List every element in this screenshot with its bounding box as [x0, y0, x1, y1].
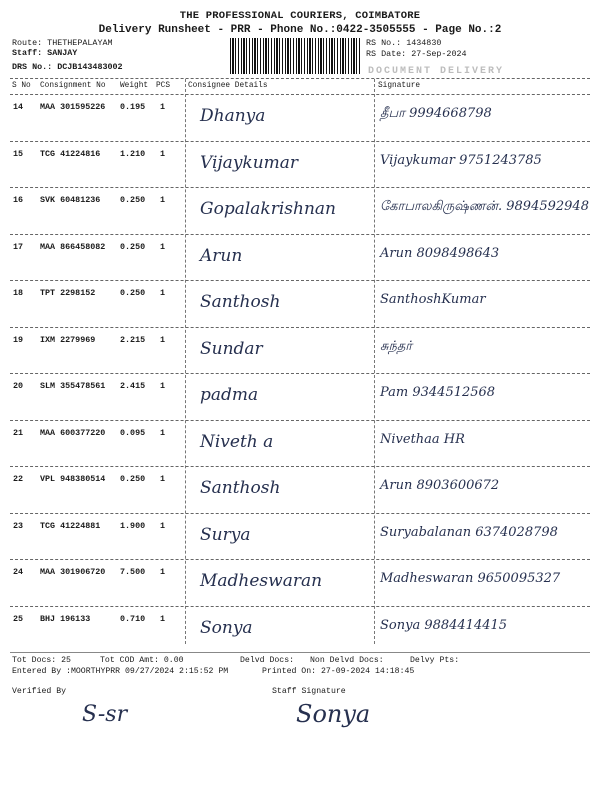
row-divider — [10, 234, 590, 235]
row-sno: 16 — [13, 195, 24, 205]
row-divider — [10, 187, 590, 188]
row-sno: 23 — [13, 520, 24, 531]
row-consignment-no: MAA 301595226 — [40, 102, 106, 112]
row-divider — [10, 606, 590, 607]
row-consignee-name: padma — [200, 385, 259, 405]
row-consignee-name: Surya — [200, 524, 251, 545]
row-weight: 2.415 — [120, 381, 146, 391]
row-consignment-no: BHJ 196133 — [40, 613, 91, 624]
row-consignment-no: MAA 600377220 — [40, 427, 106, 438]
row-sno: 25 — [13, 613, 24, 624]
non-delivered-docs: Non Delvd Docs: — [310, 656, 384, 665]
rs-number: RS No.: 1434830 — [366, 38, 442, 48]
row-divider — [10, 559, 590, 560]
row-weight: 0.250 — [120, 195, 146, 205]
row-signature: Arun 8098498643 — [380, 245, 500, 261]
row-consignment-no: MAA 866458082 — [40, 241, 106, 252]
col-header-sno: S No — [12, 82, 31, 90]
verifier-signature: S-sr — [82, 702, 128, 727]
row-consignee-name: Arun — [200, 245, 243, 266]
row-sno: 14 — [13, 102, 24, 112]
table-top-rule — [10, 78, 590, 79]
row-consignee-name: Sundar — [200, 338, 263, 359]
col-header-consignment: Consignment No — [40, 82, 106, 90]
row-consignee-name: Vijaykumar — [200, 152, 299, 173]
row-pcs: 1 — [160, 102, 166, 112]
row-weight: 0.250 — [120, 241, 146, 252]
row-consignee-name: Santhosh — [200, 292, 281, 312]
staff-signature: Sonya — [296, 700, 371, 728]
row-pcs: 1 — [160, 567, 166, 577]
staff-signature-label: Staff Signature — [272, 687, 346, 696]
row-divider — [10, 280, 590, 281]
row-signature: Pam 9344512568 — [380, 385, 496, 400]
printed-on: Printed On: 27-09-2024 14:18:45 — [262, 667, 415, 676]
row-weight: 1.210 — [120, 148, 146, 159]
row-divider — [10, 141, 590, 142]
row-weight: 0.710 — [120, 613, 146, 624]
row-consignee-name: Santhosh — [200, 478, 281, 498]
col-header-pcs: PCS — [156, 82, 171, 90]
route-label: Route: THETHEPALAYAM — [12, 38, 113, 48]
row-signature: கோபாலகிருஷ்ணன். 9894592948 — [380, 199, 589, 214]
row-sno: 20 — [13, 381, 24, 391]
barcode — [230, 38, 360, 74]
row-consignment-no: VPL 948380514 — [40, 474, 106, 484]
row-signature: Sonya 9884414415 — [380, 617, 508, 633]
delivery-stamp: DOCUMENT DELIVERY — [368, 66, 505, 77]
row-sno: 22 — [13, 474, 24, 484]
row-pcs: 1 — [160, 241, 166, 252]
row-signature: Vijaykumar 9751243785 — [380, 152, 542, 168]
row-pcs: 1 — [160, 288, 166, 298]
verified-by-label: Verified By — [12, 687, 67, 696]
row-consignment-no: MAA 301906720 — [40, 567, 106, 577]
row-weight: 0.250 — [120, 474, 146, 484]
row-consignee-name: Niveth a — [200, 431, 274, 452]
col-header-weight: Weight — [120, 82, 149, 90]
header-bottom-rule — [10, 94, 590, 95]
row-pcs: 1 — [160, 381, 166, 391]
row-consignee-name: Dhanya — [200, 106, 266, 126]
row-signature: தீபா 9994668798 — [380, 106, 492, 121]
row-weight: 0.250 — [120, 288, 146, 298]
footer-rule — [10, 652, 590, 653]
row-sno: 18 — [13, 288, 24, 298]
row-signature: Nivethaa HR — [380, 431, 465, 447]
row-weight: 0.195 — [120, 102, 146, 112]
row-weight: 0.095 — [120, 427, 146, 438]
row-pcs: 1 — [160, 334, 166, 345]
row-signature: சுந்தர் — [380, 338, 413, 354]
row-pcs: 1 — [160, 520, 166, 531]
row-consignment-no: SLM 355478561 — [40, 381, 106, 391]
row-consignment-no: IXM 2279969 — [40, 334, 96, 345]
row-divider — [10, 466, 590, 467]
row-pcs: 1 — [160, 427, 166, 438]
row-divider — [10, 327, 590, 328]
row-sno: 15 — [13, 148, 24, 159]
delivery-points: Delvy Pts: — [410, 656, 460, 665]
row-pcs: 1 — [160, 474, 166, 484]
row-signature: SanthoshKumar — [380, 292, 486, 307]
row-weight: 2.215 — [120, 334, 146, 345]
row-sno: 17 — [13, 241, 24, 252]
row-divider — [10, 373, 590, 374]
row-pcs: 1 — [160, 613, 166, 624]
row-consignee-name: Madheswaran — [200, 571, 323, 591]
total-docs: Tot Docs: 25 — [12, 656, 71, 665]
row-signature: Madheswaran 9650095327 — [380, 571, 561, 586]
total-cod-amount: Tot COD Amt: 0.00 — [100, 656, 184, 665]
row-divider — [10, 420, 590, 421]
row-sno: 21 — [13, 427, 24, 438]
row-signature: Suryabalanan 6374028798 — [380, 524, 558, 540]
delivered-docs: Delvd Docs: — [240, 656, 295, 665]
runsheet-subtitle: Delivery Runsheet - PRR - Phone No.:0422-3505555 - Page No.:2 — [98, 24, 502, 36]
entered-by: Entered By :MOORTHYPRR 09/27/2024 2:15:52 PM — [12, 667, 229, 676]
row-sno: 24 — [13, 567, 24, 577]
row-consignment-no: TPT 2298152 — [40, 288, 96, 298]
row-pcs: 1 — [160, 195, 166, 205]
row-consignment-no: TCG 41224881 — [40, 520, 101, 531]
staff-label: Staff: SANJAY — [12, 48, 78, 58]
company-title: THE PROFESSIONAL COURIERS, COIMBATORE — [179, 10, 421, 22]
row-consignment-no: TCG 41224816 — [40, 148, 101, 159]
drs-number: DRS No.: DCJB143483002 — [12, 62, 123, 72]
row-consignee-name: Gopalakrishnan — [200, 199, 336, 219]
row-consignment-no: SVK 60481236 — [40, 195, 101, 205]
col-header-signature: Signature — [378, 82, 421, 90]
row-consignee-name: Sonya — [200, 617, 253, 638]
row-weight: 1.900 — [120, 520, 146, 531]
rs-date: RS Date: 27-Sep-2024 — [366, 49, 467, 59]
row-pcs: 1 — [160, 148, 166, 159]
row-sno: 19 — [13, 334, 24, 345]
row-weight: 7.500 — [120, 567, 146, 577]
row-divider — [10, 513, 590, 514]
col-header-consignee: Consignee Details — [188, 82, 268, 90]
row-signature: Arun 8903600672 — [380, 478, 500, 493]
